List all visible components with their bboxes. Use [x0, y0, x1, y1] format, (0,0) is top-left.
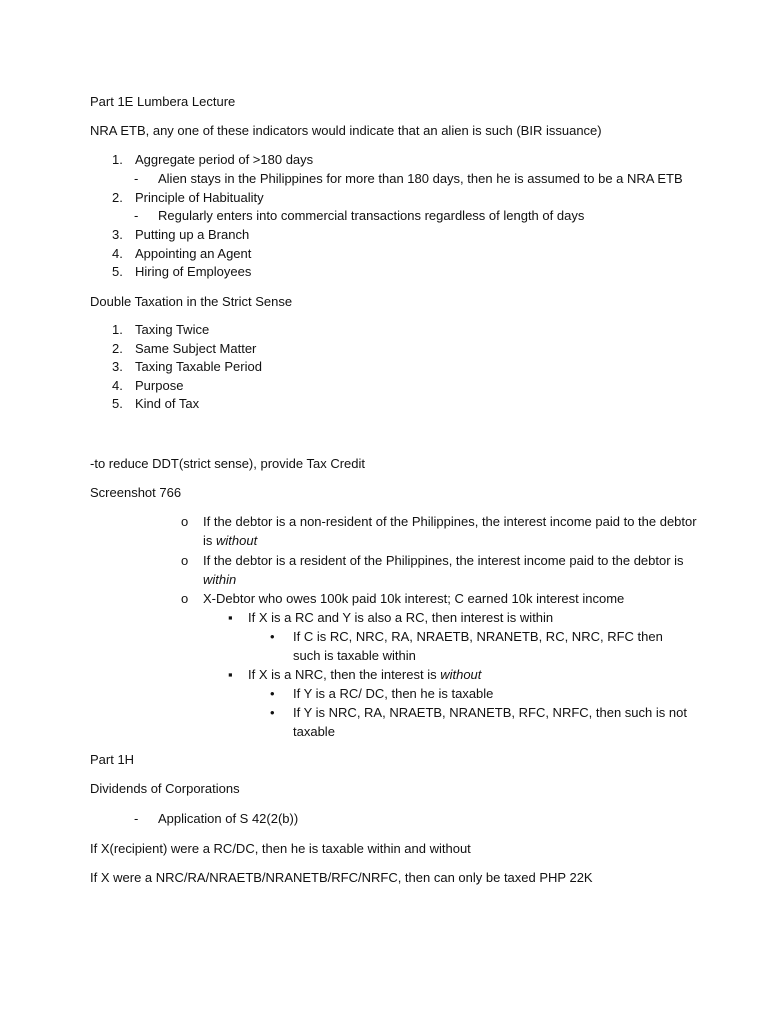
- list-item: 4. Purpose: [112, 377, 184, 393]
- indicators-list: [112, 151, 683, 282]
- list-item: 1. Taxing Twice: [112, 322, 210, 337]
- double-taxation-heading: Double Taxation in the Strict Sense: [90, 294, 293, 309]
- dot-bullet-icon: •: [270, 629, 275, 644]
- list-item: • If Y is NRC, RA, NRAETB, NRANETB, RFC, NRFC, then such is not taxable: [270, 705, 687, 739]
- square-bullet-icon: ▪: [228, 667, 233, 682]
- nra-intro-paragraph: NRA ETB, any one of these indicators would indicate that an alien is such (BIR issuance): [90, 123, 602, 138]
- list-item: 5. Hiring of Employees: [112, 264, 252, 279]
- document-title: Part 1E Lumbera Lecture: [90, 94, 236, 109]
- dividends-line-1: If X(recipient) were a RC/DC, then he is taxable within and without: [90, 841, 471, 856]
- dividends-line-2: If X were a NRC/RA/NRAETB/NRANETB/RFC/NRFC, then can only be taxed PHP 22K: [90, 870, 593, 885]
- dot-bullet-icon: •: [270, 705, 275, 720]
- list-item: ▪ If X is a NRC, then the interest is without: [228, 666, 698, 685]
- list-subitem: - Alien stays in the Philippines for more than 180 days, then he is assumed to be a NRA ETB: [134, 170, 683, 186]
- list-item: 2. Same Subject Matter: [112, 340, 257, 356]
- list-item: 2. Principle of Habituality: [112, 189, 264, 205]
- list-item: 1. Aggregate period of >180 days: [112, 152, 314, 167]
- circle-bullet-icon: o: [181, 553, 189, 568]
- reduce-ddt-line: -to reduce DDT(strict sense), provide Tax Credit: [90, 456, 366, 471]
- list-item: • If Y is a RC/ DC, then he is taxable: [270, 685, 688, 704]
- circle-bullet-icon: o: [181, 591, 189, 606]
- list-item: • If C is RC, NRC, RA, NRAETB, NRANETB, RC, NRC, RFC then such is taxable within: [270, 629, 663, 663]
- square-bullet-icon: ▪: [228, 610, 233, 625]
- list-item: o If the debtor is a non-resident of the Philippines, the interest income paid to the debtor is without: [181, 514, 697, 548]
- list-item: o X-Debtor who owes 100k paid 10k interest; C earned 10k interest income: [181, 590, 703, 609]
- dividends-heading: Dividends of Corporations: [90, 781, 240, 796]
- dot-bullet-icon: •: [270, 686, 275, 701]
- screenshot-label: Screenshot 766: [90, 485, 182, 500]
- double-taxation-list: [112, 321, 262, 414]
- list-item: 3. Putting up a Branch: [112, 227, 250, 242]
- list-item: ▪ If X is a RC and Y is also a RC, then interest is within: [228, 609, 698, 628]
- list-subitem: - Application of S 42(2(b)): [134, 811, 299, 826]
- list-item: 5. Kind of Tax: [112, 396, 200, 411]
- circle-bullet-icon: o: [181, 514, 189, 529]
- list-item: 4. Appointing an Agent: [112, 245, 252, 261]
- part-1h-heading: Part 1H: [90, 752, 135, 767]
- list-subitem: - Regularly enters into commercial transactions regardless of length of days: [134, 208, 585, 223]
- list-item: 3. Taxing Taxable Period: [112, 359, 262, 374]
- list-item: o If the debtor is a resident of the Philippines, the interest income paid to the debtor is within: [181, 553, 684, 587]
